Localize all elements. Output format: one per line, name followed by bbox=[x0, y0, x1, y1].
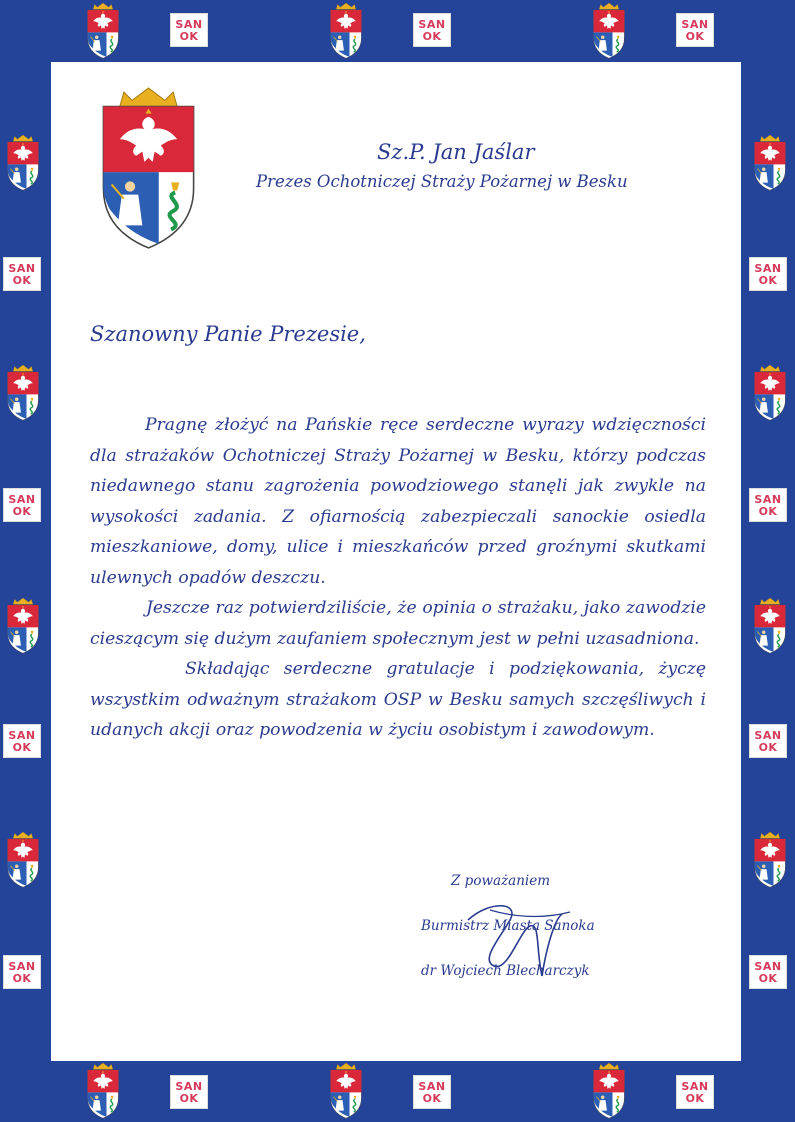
letter-greeting: Szanowny Panie Prezesie, bbox=[90, 322, 366, 346]
sanok-badge-icon: SAN OK bbox=[749, 257, 787, 291]
signer-position: Burmistrz Miasta Sanoka bbox=[421, 918, 595, 934]
handwritten-signature-icon bbox=[450, 890, 590, 990]
recipient-name: Sz.P. Jan Jaślar bbox=[377, 140, 535, 164]
sanok-badge-icon: SAN OK bbox=[3, 257, 41, 291]
sanok-coat-of-arms-icon bbox=[96, 86, 201, 250]
signer-name: dr Wojciech Blecharczyk bbox=[421, 963, 590, 979]
sanok-crest-icon bbox=[2, 832, 44, 888]
sanok-badge-icon: SAN OK bbox=[413, 13, 451, 47]
sanok-crest-icon bbox=[749, 598, 791, 654]
sanok-badge-icon: SAN OK bbox=[170, 1075, 208, 1109]
sanok-badge-icon: SAN OK bbox=[3, 488, 41, 522]
sanok-crest-icon bbox=[749, 365, 791, 421]
sanok-crest-icon bbox=[749, 135, 791, 191]
sanok-badge-icon: SAN OK bbox=[170, 13, 208, 47]
sanok-crest-icon bbox=[2, 598, 44, 654]
closing-salutation: Z poważaniem bbox=[451, 873, 551, 889]
paragraph-1: Pragnę złożyć na Pańskie ręce serdeczne wyrazy wdzięczności dla strażaków Ochotniczej Straży Pożarnej w Besku, którzy podczas niedawnego stanu zagrożenia powodziowego stanęli jak zwykle na wysokości zadania. Z ofiarnością zabezpieczali sanockie osiedla mieszkaniowe, domy, ulice i mieszkańców przed groźnymi skutkami ulewnych opadów deszczu. bbox=[90, 415, 706, 588]
sanok-badge-icon: SAN OK bbox=[3, 955, 41, 989]
letter-body bbox=[90, 410, 706, 746]
sanok-crest-icon bbox=[82, 1063, 124, 1119]
recipient-title: Prezes Ochotniczej Straży Pożarnej w Besku bbox=[256, 172, 628, 191]
paragraph-2: Jeszcze raz potwierdziliście, że opinia o strażaku, jako zawodzie cieszącym się dużym zaufaniem społecznym jest w pełni uzasadniona. bbox=[90, 598, 706, 649]
sanok-badge-icon: SAN OK bbox=[676, 13, 714, 47]
sanok-crest-icon bbox=[749, 832, 791, 888]
sanok-badge-icon: SAN OK bbox=[749, 955, 787, 989]
sanok-crest-icon bbox=[325, 1063, 367, 1119]
sanok-crest-icon bbox=[2, 365, 44, 421]
sanok-crest-icon bbox=[325, 3, 367, 59]
sanok-crest-icon bbox=[82, 3, 124, 59]
sanok-crest-icon bbox=[2, 135, 44, 191]
sanok-badge-icon: SAN OK bbox=[749, 488, 787, 522]
sanok-badge-icon: SAN OK bbox=[413, 1075, 451, 1109]
sanok-crest-icon bbox=[588, 1063, 630, 1119]
paragraph-3: Składając serdeczne gratulacje i podziękowania, życzę wszystkim odważnym strażakom OSP w Besku samych szczęśliwych i udanych akcji oraz powodzenia w życiu osobistym i zawodowym. bbox=[90, 659, 706, 740]
sanok-crest-icon bbox=[588, 3, 630, 59]
sanok-badge-icon: SAN OK bbox=[749, 724, 787, 758]
sanok-badge-icon: SAN OK bbox=[3, 724, 41, 758]
sanok-badge-icon: SAN OK bbox=[676, 1075, 714, 1109]
